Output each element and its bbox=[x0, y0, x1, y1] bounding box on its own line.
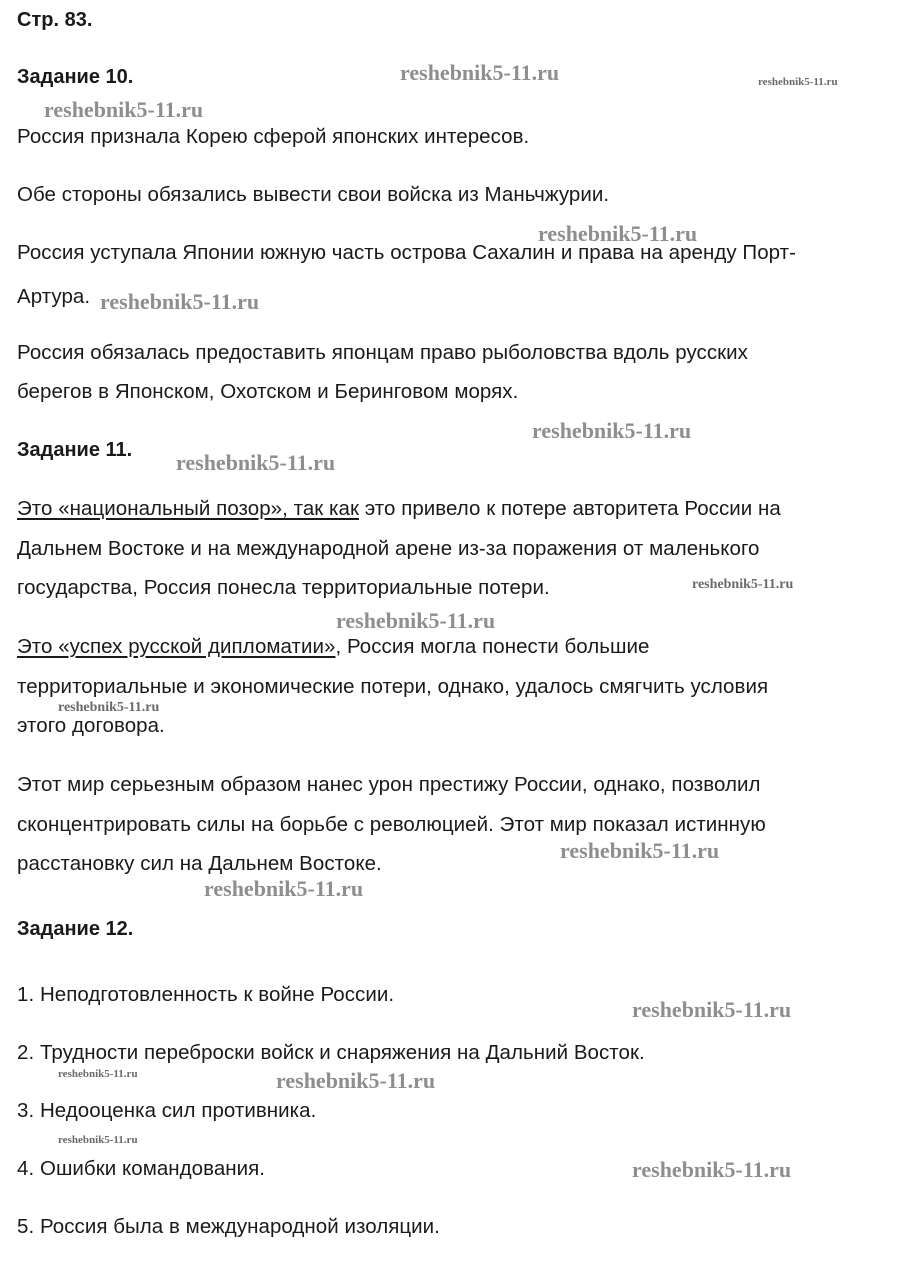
task-10-heading: Задание 10. bbox=[17, 66, 134, 88]
task-11-paragraph-2-rest: , Россия могла понести большие bbox=[335, 635, 650, 658]
task-11-paragraph-1-line-1 bbox=[17, 497, 781, 521]
task-11-paragraph-3-line-3: расстановку сил на Дальнем Востоке. bbox=[17, 852, 382, 875]
watermark: reshebnik5-11.ru bbox=[100, 289, 260, 314]
task-10-paragraph-4-line-1: Россия обязалась предоставить японцам право рыболовства вдоль русских bbox=[17, 341, 748, 364]
task-11-paragraph-1-line-3: государства, Россия понесла территориальные потери. bbox=[17, 576, 550, 599]
watermark: reshebnik5-11.ru bbox=[632, 997, 792, 1022]
diplomacy-success-phrase: Это «успех русской дипломатии» bbox=[17, 635, 336, 658]
watermark: reshebnik5-11.ru bbox=[58, 1134, 138, 1146]
watermark: reshebnik5-11.ru bbox=[44, 97, 204, 122]
task-11-paragraph-3-line-2: сконцентрировать силы на борьбе с революцией. Этот мир показал истинную bbox=[17, 813, 766, 836]
task-11-paragraph-3-line-1: Этот мир серьезным образом нанес урон престижу России, однако, позволил bbox=[17, 773, 761, 796]
task-11-heading: Задание 11. bbox=[17, 439, 133, 461]
task-12-item-3: 3. Недооценка сил противника. bbox=[17, 1099, 317, 1122]
watermark: reshebnik5-11.ru bbox=[532, 418, 692, 443]
task-11-paragraph-2-line-1 bbox=[17, 635, 650, 659]
watermark: reshebnik5-11.ru bbox=[336, 608, 496, 633]
task-10-paragraph-3-line-1: Россия уступала Японии южную часть острова Сахалин и права на аренду Порт- bbox=[17, 241, 796, 264]
watermark: reshebnik5-11.ru bbox=[276, 1068, 436, 1093]
watermark: reshebnik5-11.ru bbox=[560, 838, 720, 863]
task-10-paragraph-1: Россия признала Корею сферой японских интересов. bbox=[17, 125, 530, 148]
task-10-paragraph-4-line-2: берегов в Японском, Охотском и Беринговом морях. bbox=[17, 380, 519, 403]
task-12-item-1: 1. Неподготовленность к войне России. bbox=[17, 983, 395, 1006]
watermark: reshebnik5-11.ru bbox=[538, 221, 698, 246]
task-12-item-4: 4. Ошибки командования. bbox=[17, 1157, 266, 1180]
task-12-item-5: 5. Россия была в международной изоляции. bbox=[17, 1215, 440, 1238]
page-number-header: Стр. 83. bbox=[17, 9, 93, 31]
watermark: reshebnik5-11.ru bbox=[632, 1157, 792, 1182]
task-11-paragraph-1-rest: это привело к потере авторитета России на bbox=[358, 497, 781, 520]
task-10-paragraph-3-line-2: Артура. bbox=[17, 285, 91, 308]
national-disgrace-phrase: Это «национальный позор», так как bbox=[17, 497, 359, 520]
task-10-paragraph-2: Обе стороны обязались вывести свои войска из Маньчжурии. bbox=[17, 183, 610, 206]
watermark: reshebnik5-11.ru bbox=[400, 60, 560, 85]
watermark: reshebnik5-11.ru bbox=[176, 450, 336, 475]
watermark: reshebnik5-11.ru bbox=[204, 876, 364, 901]
watermark: reshebnik5-11.ru bbox=[758, 76, 838, 88]
task-12-heading: Задание 12. bbox=[17, 918, 134, 940]
task-11-paragraph-1-line-2: Дальнем Востоке и на международной арене из-за поражения от маленького bbox=[17, 537, 760, 560]
task-11-paragraph-2-line-2: территориальные и экономические потери, однако, удалось смягчить условия bbox=[17, 675, 769, 698]
watermark: reshebnik5-11.ru bbox=[692, 577, 794, 592]
task-12-item-2: 2. Трудности переброски войск и снаряжения на Дальний Восток. bbox=[17, 1041, 645, 1064]
watermark: reshebnik5-11.ru bbox=[58, 1068, 138, 1080]
task-11-paragraph-2-line-3: этого договора. bbox=[17, 714, 165, 737]
watermark: reshebnik5-11.ru bbox=[58, 700, 160, 715]
